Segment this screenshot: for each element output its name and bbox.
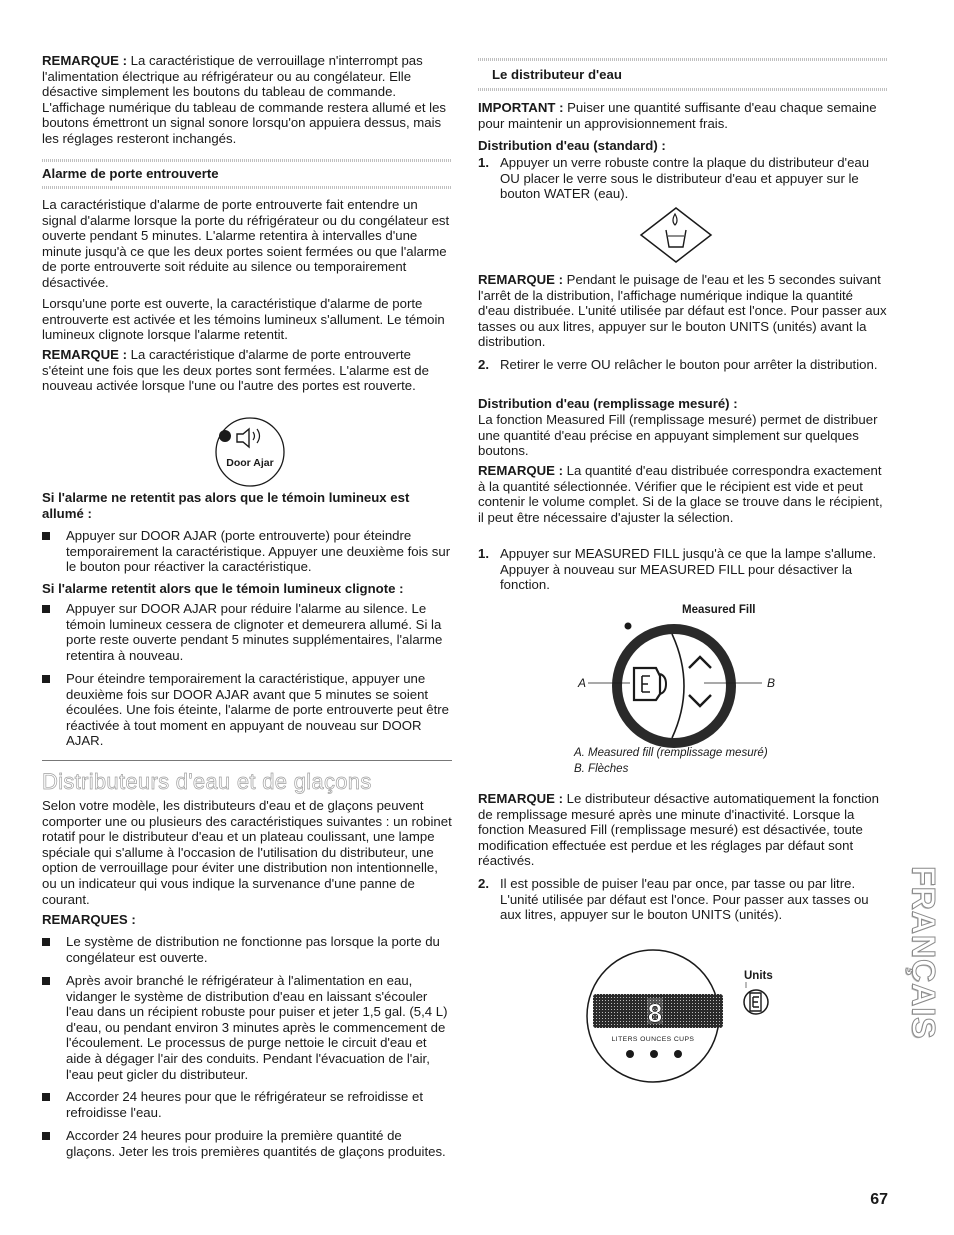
standard-remark: REMARQUE : Pendant le puisage de l'eau et les 5 secondes suivant l'arrêt de la distribution, l'affichage numérique indique la quantité d'eau distribuée. L'unité utilisée par défaut est l'once. Pour passer aux tasses ou aux litres, appuyer sur le bouton UNITS (unités) avant la distribution.: [478, 272, 887, 350]
section-divider: [42, 186, 452, 189]
measured-fill-remark: REMARQUE : La quantité d'eau distribuée correspondra exactement à la quantité sélectionnée. Vérifier que le récipient est vide et peut contenir le volume complet. Si de la glace se trouve dans le récipient, il peut être nécessaire d'ajuster la sélection.: [478, 463, 883, 525]
dispensers-paragraph: Selon votre modèle, les distributeurs d'eau et de glaçons peuvent comporter une ou plusieurs des caractéristiques suivantes : un robinet rotatif pour le distributeur d'eau et un plateau coulissant, une lampe spéciale qui s'allume à l'occasion de l'utilisation du distributeur, une option de verrouillage pour éviter une distribution non intentionnelle, ou un indicateur qui vous indique la survenance d'une panne de courant.: [42, 798, 452, 907]
door-ajar-label: Door Ajar: [226, 457, 274, 469]
units-labels: LITERS OUNCES CUPS: [611, 1036, 695, 1043]
list-item: Appuyer sur DOOR AJAR (porte entrouverte) pour éteindre temporairement la caractéristique. Appuyer une deuxième fois sur le bouton pour réactiver la caractéristique.: [42, 528, 452, 575]
section-rule: [42, 760, 452, 761]
label-b: B: [767, 676, 776, 690]
standard-heading: Distribution d'eau (standard) :: [478, 138, 666, 153]
caption-a: A. Measured fill (remplissage mesuré): [574, 747, 768, 759]
bullet-icon: [42, 938, 50, 946]
list-item: Le système de distribution ne fonctionne pas lorsque la porte du congélateur est ouverte.: [42, 934, 452, 965]
units-display-diagram: [578, 946, 810, 1086]
page-number: 67: [870, 1191, 888, 1208]
door-alarm-heading: Alarme de porte entrouverte: [42, 166, 219, 181]
list-item: Après avoir branché le réfrigérateur à l'alimentation en eau, vidanger le système de distribution d'eau en laissant s'écouler l'eau dans un récipient robuste pour puiser et jeter 1,5 gal. (5,4 L) d'eau, ou pendant environ 3 minutes après le commencement de l'écoulement. Le processus de purge nettoie le circuit d'eau et aide à dégager l'air des conduits. Pendant l'évacuation de l'air, l'eau peut gicler du distributeur.: [42, 973, 452, 1082]
door-alarm-remark: REMARQUE : La caractéristique d'alarme de porte entrouverte s'éteint une fois que les deux portes sont fermées. L'alarme est de nouveau activée lorsque l'une ou l'autre des portes est rouverte.: [42, 347, 429, 394]
water-button-illustration: [638, 205, 714, 265]
list-item: Accorder 24 heures pour que le réfrigérateur se refroidisse et refroidisse l'eau.: [42, 1089, 452, 1120]
list-item: 1. Appuyer un verre robuste contre la plaque du distributeur d'eau OU placer le verre sous le distributeur d'eau et appuyer sur le bouton WATER (eau).: [478, 155, 870, 202]
section-divider: [42, 159, 452, 162]
dispensers-section-title: Distributeurs d'eau et de glaçons: [42, 769, 372, 794]
label-a: A: [578, 676, 587, 690]
important-note: IMPORTANT : Puiser une quantité suffisante d'eau chaque semaine pour maintenir un approvisionnement frais.: [478, 100, 877, 131]
measured-fill-figure-title: Measured Fill: [682, 604, 756, 616]
measured-fill-remark-2: REMARQUE : Le distributeur désactive automatiquement la fonction de remplissage mesuré après une minute d'inactivité. Lorsque la fonction Measured Fill (remplissage mesuré) est désactivée, toute modification effectuée est perdue et les réglages par défaut sont réactivés.: [478, 791, 879, 869]
units-display-digit: 8: [647, 998, 663, 1028]
measured-fill-diagram: [572, 598, 802, 750]
list-item: 2. Il est possible de puiser l'eau par once, par tasse ou par litre. L'unité utilisée par défaut est l'once. Pour passer aux tasses ou aux litres, appuyer sur le bouton UNITS (unités).: [478, 876, 869, 923]
intro-remark: REMARQUE : La caractéristique de verrouillage n'interrompt pas l'alimentation électrique au réfrigérateur ou au congélateur. Elle désactive simplement les boutons du tableau de commande. L'affichage numérique du tableau de commande restera allumé et les boutons émettront un signal sonore lorsqu'on appuiera dessus, mais les réglages resteront inchangés.: [42, 53, 447, 146]
condition-2-heading: Si l'alarme retentit alors que le témoin lumineux clignote :: [42, 581, 404, 596]
door-alarm-paragraph-2: Lorsqu'une porte est ouverte, la caractéristique d'alarme de porte entrouverte est activée et les témoins lumineux s'allument. Le témoin lumineux clignote lorsque l'alarme retentit.: [42, 296, 445, 343]
section-divider: [478, 88, 888, 91]
door-ajar-icon: [207, 414, 289, 492]
measured-fill-paragraph: La fonction Measured Fill (remplissage mesuré) permet de distribuer une quantité d'eau précise en appuyant simplement sur quelques boutons.: [478, 412, 878, 459]
section-divider: [478, 58, 888, 61]
door-alarm-paragraph-1: La caractéristique d'alarme de porte entrouverte fait entendre un signal d'alarme lorsque la porte du réfrigérateur ou du congélateur est ouverte pendant 5 minutes. L'alarme retentira à intervalles d'une minute jusqu'à ce que les deux portes soient fermées ou que l'alarme de porte entrouverte soit réduite au silence ou temporairement désactivée.: [42, 197, 450, 290]
bullet-icon: [42, 605, 50, 613]
language-side-tab: [905, 840, 942, 1065]
units-figure-title: Units: [744, 970, 773, 982]
units-illustration: [578, 946, 810, 1086]
list-item: 1. Appuyer sur MEASURED FILL jusqu'à ce que la lampe s'allume. Appuyer à nouveau sur MEASURED FILL pour désactiver la fonction.: [478, 546, 877, 593]
bullet-icon: [42, 675, 50, 683]
bullet-icon: [42, 977, 50, 985]
list-item: Pour éteindre temporairement la caractéristique, appuyer une deuxième fois sur DOOR AJAR avant que 5 minutes se soient écoulées. Une fois éteinte, l'alarme de porte entrouverte peut être réactivée à tout moment en appuyant de nouveau sur DOOR AJAR.: [42, 671, 452, 749]
door-ajar-button-illustration: [207, 414, 289, 492]
water-dispenser-heading: Le distributeur d'eau: [492, 67, 622, 82]
bullet-icon: [42, 532, 50, 540]
list-item: Appuyer sur DOOR AJAR pour réduire l'alarme au silence. Le témoin lumineux cessera de clignoter et demeurera allumé. Si la porte reste ouverte pendant 5 minutes supplémentaires, l'alarme retentira à nouveau.: [42, 601, 452, 663]
condition-1-heading: Si l'alarme ne retentit pas alors que le témoin lumineux est allumé :: [42, 490, 410, 521]
bullet-icon: [42, 1093, 50, 1101]
remarks-heading: REMARQUES :: [42, 912, 136, 927]
bullet-icon: [42, 1132, 50, 1140]
caption-b: B. Flèches: [574, 763, 629, 775]
language-label: FRANÇAIS: [905, 865, 942, 1040]
list-item: Accorder 24 heures pour produire la première quantité de glaçons. Jeter les trois premières quantités de glaçons produites.: [42, 1128, 452, 1159]
water-drop-cup-icon: [638, 205, 714, 265]
measured-fill-illustration: [572, 598, 802, 750]
list-item: 2. Retirer le verre OU relâcher le bouton pour arrêter la distribution.: [478, 357, 878, 372]
measured-fill-heading: Distribution d'eau (remplissage mesuré) :: [478, 396, 738, 411]
